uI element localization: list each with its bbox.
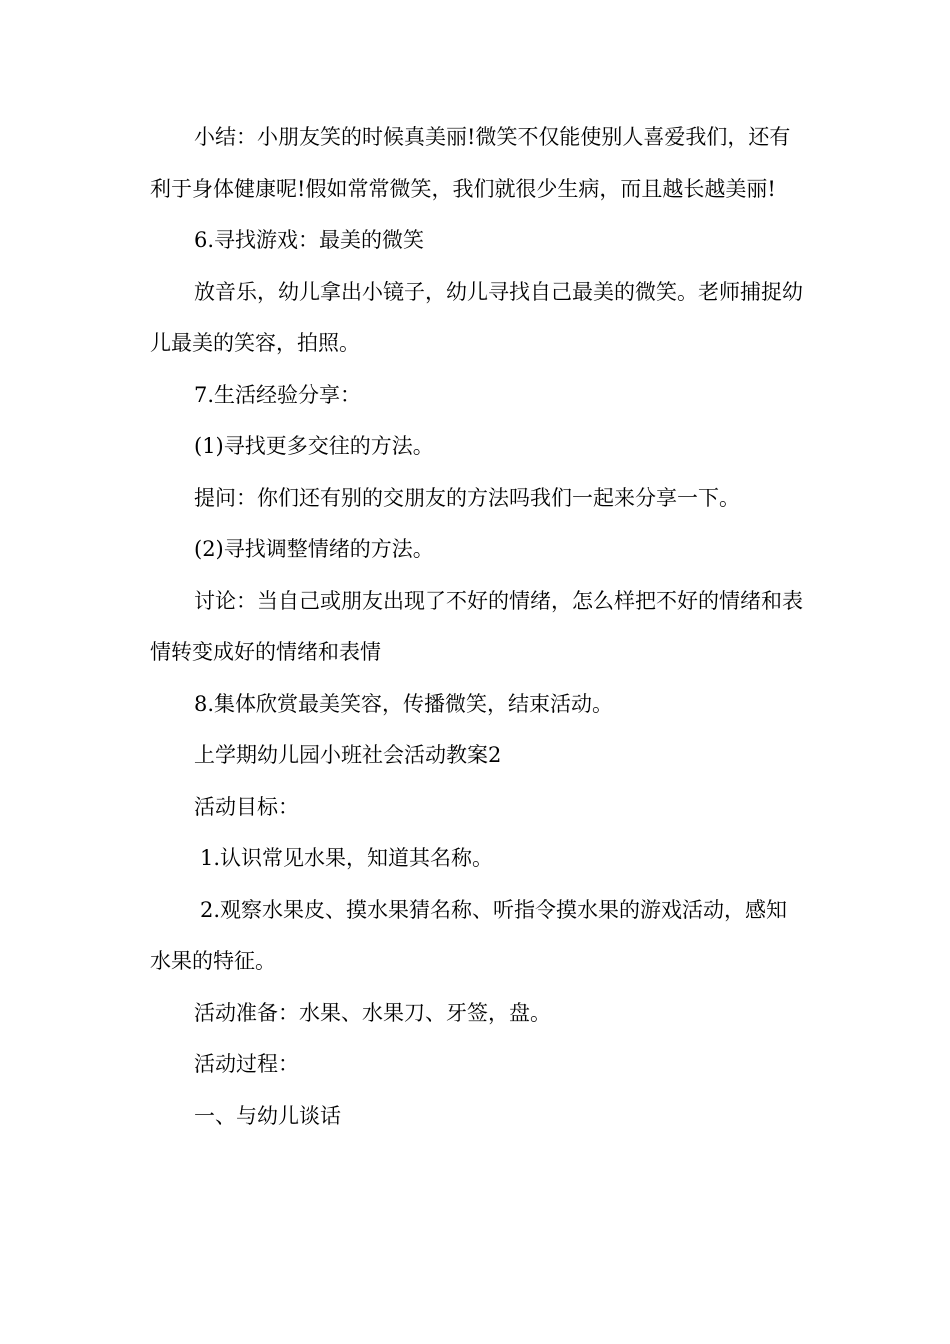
paragraph-goal-2: 2.观察水果皮、摸水果猜名称、听指令摸水果的游戏活动，感知水果的特征。 xyxy=(150,897,788,973)
paragraph-step7-question: 提问：你们还有别的交朋友的方法吗我们一起来分享一下。 xyxy=(194,485,740,510)
section-title-2: 上学期幼儿园小班社会活动教案2 xyxy=(194,743,502,767)
paragraph-part-1: 一、与幼儿谈话 xyxy=(194,1103,341,1128)
paragraph-step7-item1: (1)寻找更多交往的方法。 xyxy=(194,434,434,458)
paragraph-goals-heading: 活动目标： xyxy=(194,794,299,819)
paragraph-step7-item2: (2)寻找调整情绪的方法。 xyxy=(194,537,434,561)
paragraph-step6-body: 放音乐，幼儿拿出小镜子，幼儿寻找自己最美的微笑。老师捕捉幼儿最美的笑容，拍照。 xyxy=(150,279,803,355)
paragraph-goal-1: 1.认识常见水果，知道其名称。 xyxy=(200,846,494,870)
paragraph-step6-heading: 6.寻找游戏：最美的微笑 xyxy=(194,228,425,252)
paragraph-step7-discussion: 讨论：当自己或朋友出现了不好的情绪，怎么样把不好的情绪和表情转变成好的情绪和表情 xyxy=(150,588,803,664)
paragraph-step8: 8.集体欣赏最美笑容，传播微笑，结束活动。 xyxy=(194,691,614,716)
paragraph-step7-heading: 7.生活经验分享： xyxy=(194,382,362,407)
paragraph-summary: 小结：小朋友笑的时候真美丽!微笑不仅能使别人喜爱我们，还有利于身体健康呢!假如常常微笑，我们就很少生病，而且越长越美丽! xyxy=(150,125,791,201)
document-body xyxy=(150,112,805,1142)
paragraph-preparation: 活动准备：水果、水果刀、牙签，盘。 xyxy=(194,1000,551,1025)
paragraph-process-heading: 活动过程： xyxy=(194,1052,299,1076)
